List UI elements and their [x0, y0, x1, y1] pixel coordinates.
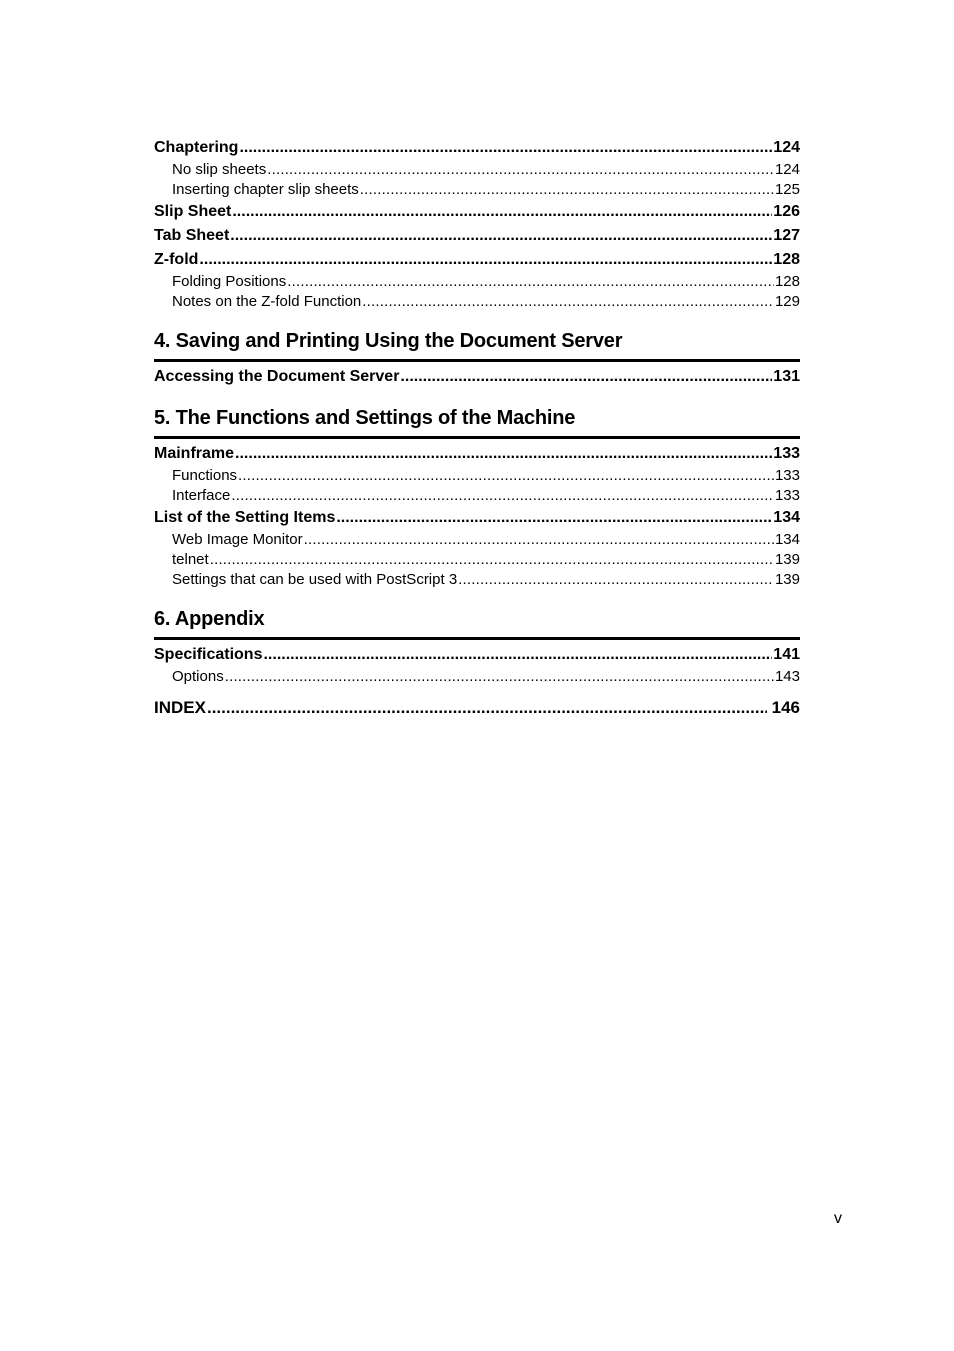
dot-leader	[267, 160, 774, 180]
toc-entry-specifications[interactable]	[154, 643, 800, 667]
dot-leader	[362, 292, 774, 312]
toc-entry-page: 124	[773, 139, 800, 156]
toc-entry-index[interactable]	[154, 695, 800, 721]
toc-entry-title: Options	[172, 668, 224, 685]
toc-entry-page: 139	[774, 551, 800, 568]
toc-entry-no-slip-sheets[interactable]	[154, 160, 800, 180]
toc-entry-telnet[interactable]	[154, 550, 800, 570]
toc-entry-page: 128	[773, 251, 800, 268]
toc-entry-page: 131	[773, 368, 800, 385]
toc-entry-page: 129	[774, 293, 800, 310]
dot-leader	[304, 530, 774, 550]
toc-entry-title: Chaptering	[154, 139, 239, 156]
toc-entry-page: 133	[773, 445, 800, 462]
toc-entry-title: Z-fold	[154, 251, 199, 268]
toc-entry-title: Inserting chapter slip sheets	[172, 181, 359, 198]
toc-entry-title: Mainframe	[154, 445, 235, 462]
dot-leader	[225, 667, 774, 687]
chapter-heading-4: 4. Saving and Printing Using the Document Server	[154, 328, 800, 362]
toc-entry-title: Specifications	[154, 646, 263, 663]
dot-leader	[458, 570, 774, 590]
dot-leader	[235, 442, 772, 466]
toc-entry-title: Notes on the Z-fold Function	[172, 293, 362, 310]
toc-entry-title: Functions	[172, 467, 238, 484]
toc-entry-inserting-chapter-slip-sheets[interactable]	[154, 180, 800, 200]
dot-leader	[400, 365, 772, 389]
dot-leader	[239, 136, 772, 160]
toc-entry-page: 127	[773, 227, 800, 244]
toc-entry-page: 143	[774, 668, 800, 685]
toc-entry-page: 134	[773, 509, 800, 526]
toc-entry-slip-sheet[interactable]	[154, 200, 800, 224]
toc-entry-page: 133	[774, 487, 800, 504]
dot-leader	[238, 466, 774, 486]
chapter-heading-5: 5. The Functions and Settings of the Machine	[154, 405, 800, 439]
toc-entry-title: telnet	[172, 551, 209, 568]
dot-leader	[207, 695, 767, 721]
toc-entry-notes-on-z-fold[interactable]	[154, 292, 800, 312]
toc-entry-options[interactable]	[154, 667, 800, 687]
toc-entry-title: List of the Setting Items	[154, 509, 336, 526]
table-of-contents	[154, 136, 800, 721]
toc-entry-web-image-monitor[interactable]	[154, 530, 800, 550]
dot-leader	[210, 550, 774, 570]
toc-entry-title: Web Image Monitor	[172, 531, 303, 548]
dot-leader	[336, 506, 772, 530]
toc-entry-page: 125	[774, 181, 800, 198]
toc-entry-chaptering[interactable]	[154, 136, 800, 160]
toc-entry-title: Settings that can be used with PostScript 3	[172, 571, 458, 588]
toc-entry-mainframe[interactable]	[154, 442, 800, 466]
dot-leader	[232, 200, 772, 224]
toc-entry-folding-positions[interactable]	[154, 272, 800, 292]
toc-entry-title: Tab Sheet	[154, 227, 230, 244]
toc-entry-title: Folding Positions	[172, 273, 287, 290]
dot-leader	[231, 486, 774, 506]
toc-entry-page: 139	[774, 571, 800, 588]
toc-entry-tab-sheet[interactable]	[154, 224, 800, 248]
toc-entry-page: 141	[773, 646, 800, 663]
toc-entry-title: Interface	[172, 487, 231, 504]
toc-entry-page: 126	[773, 203, 800, 220]
toc-entry-title: Slip Sheet	[154, 203, 232, 220]
dot-leader	[263, 643, 772, 667]
toc-entry-list-of-setting-items[interactable]	[154, 506, 800, 530]
page-number: v	[834, 1210, 842, 1227]
dot-leader	[360, 180, 774, 200]
toc-entry-title: No slip sheets	[172, 161, 267, 178]
dot-leader	[287, 272, 774, 292]
toc-entry-functions[interactable]	[154, 466, 800, 486]
chapter-heading-6: 6. Appendix	[154, 606, 800, 640]
toc-entry-page: 146	[771, 698, 800, 717]
toc-entry-page: 133	[774, 467, 800, 484]
toc-entry-page: 124	[774, 161, 800, 178]
toc-entry-title: Accessing the Document Server	[154, 368, 400, 385]
toc-entry-interface[interactable]	[154, 486, 800, 506]
toc-entry-page: 134	[774, 531, 800, 548]
toc-entry-page: 128	[774, 273, 800, 290]
toc-entry-title: INDEX	[154, 698, 206, 717]
toc-entry-z-fold[interactable]	[154, 248, 800, 272]
toc-entry-settings-postscript3[interactable]	[154, 570, 800, 590]
dot-leader	[230, 224, 772, 248]
toc-entry-accessing-document-server[interactable]	[154, 365, 800, 389]
dot-leader	[199, 248, 772, 272]
